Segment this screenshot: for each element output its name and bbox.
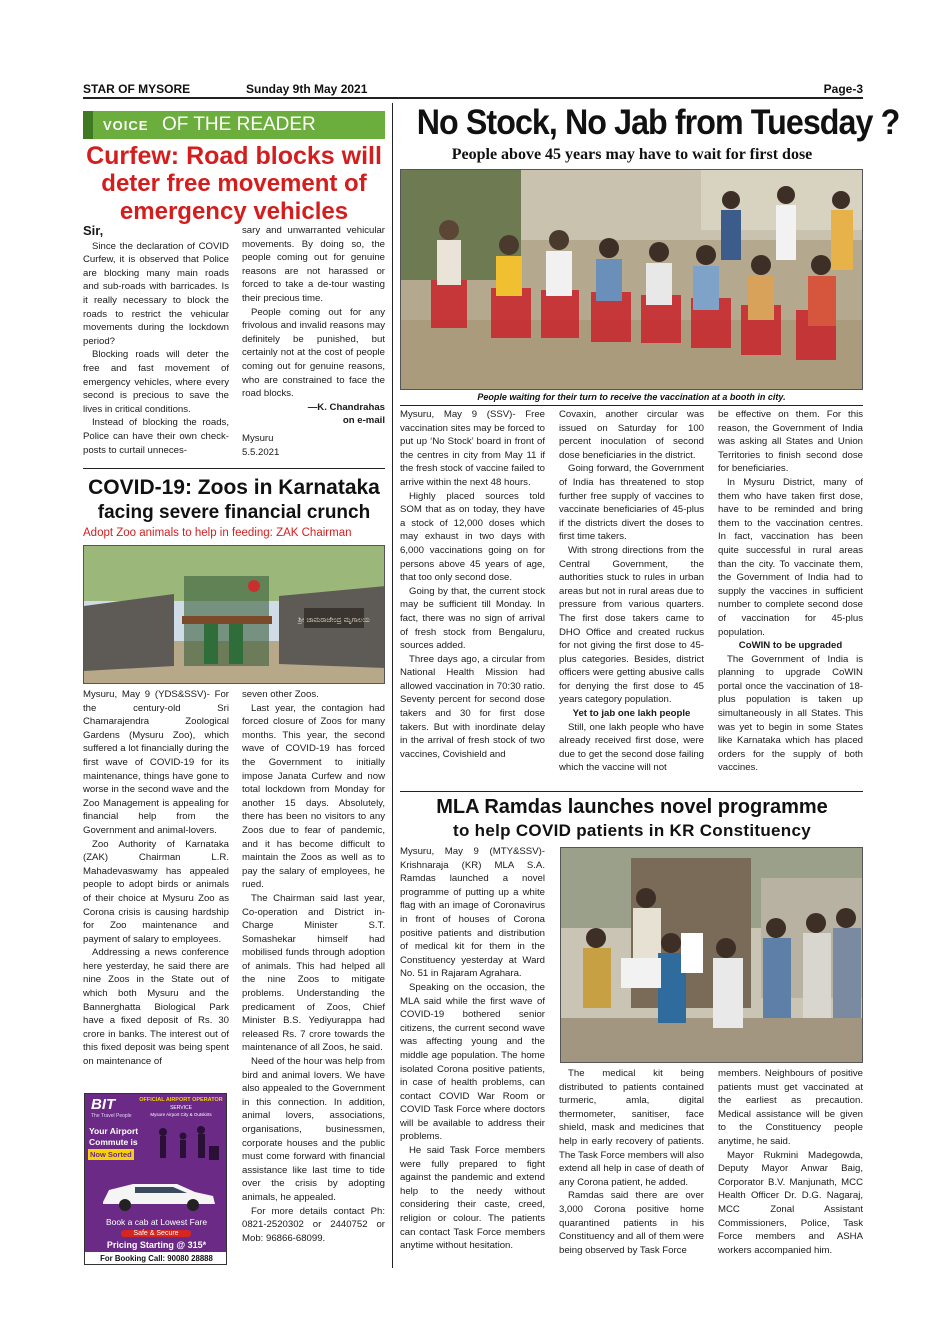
mla-column-3 [718,1067,863,1267]
zoo-headline [80,475,388,525]
voice-paragraph: Blocking roads will deter the free and fast movement of emergency vehicles, where every second is precious to save the lives in critical conditions. [83,349,229,415]
ad-booking[interactable]: For Booking Call: 90080 28888 [85,1252,227,1265]
mla-paragraph: Speaking on the occasion, the MLA said while the first wave of COVID-19 bothered senior citizens, the current second wave was affecting young and the middle age population. The home isolated Corona positive patients, in case of health problems, can contact COVID War Room or COVID Task Force where doctors will be available to address their problems. [400,981,545,1143]
voice-banner [83,111,385,139]
ad-highlight: Now Sorted [90,1150,132,1159]
vaccine-paragraph: Going by that, the current stock may be sufficient till Monday. In fact, there was no sign of arrival of fresh stock from Bengaluru, sources added. [400,585,545,652]
mla-headline-line1: MLA Ramdas launches novel programme [436,796,828,818]
masthead-rule [83,97,863,99]
voice-paragraph: Instead of blocking the roads, Police can have their own check-posts to curtail unneces- [83,417,229,456]
voice-bottom-rule [83,468,385,469]
zoo-paragraph: Addressing a news conference here yesterday, he said there are nine Zoos in the State out of which both Mysuru and the Bannerghatta Biological Park have a fixed deposit of Rs. 30 crore in banks. The interest out of this fixed deposit was being spent on maintenance of [83,947,229,1068]
ad-tagline: The Travel People [91,1113,132,1119]
vaccine-paragraph: The Government of India is planning to upgrade CoWIN portal once the vaccination of 18-plus population is taken up simultaneously in all States. This was yet to begin in some States like Karnataka which has placed orders for the supply of both vaccines. [718,653,863,774]
ad-safe: Safe & Secure [121,1230,191,1237]
voice-column-1 [83,224,229,456]
voice-headline-line3: emergency vehicles [119,198,349,225]
mla-paragraph: Mayor Rukmini Madegowda, Deputy Mayor Anwar Baig, Corporator B.V. Manjunath, MCC Health Officer Dr. D.G. Nagaraj, MCC Zonal Assistant Commissioners, Police, Task Force members and ASHA workers accompanied him. [718,1149,863,1256]
zoo-column-2 [242,688,385,1268]
zoo-paragraph: Last year, the contagion had forced closure of Zoos for many months. This year, the second wave of COVID-19 has forced the Government to initially impose Janata Curfew and now total lockdown from Monday for another 15 days. Absolutely, there has been no visitors to any Zoos due to fear of pandemic, and it has become difficult to maintain the Zoos as well as to pay the salary of employees, he rued. [242,702,385,891]
zoo-gate-sign: ಶ್ರೀ ಚಾಮರಾಜೇಂದ್ರ ಮೃಗಾಲಯ [298,616,370,624]
zoo-gate-photo [83,545,385,684]
masthead-page: Page-3 [823,82,863,96]
vaccine-photo-caption: People waiting for their turn to receive the vaccination at a booth in city. [477,392,786,402]
airport-cab-ad[interactable] [84,1093,227,1265]
vaccine-caption-rule [400,405,863,406]
voice-date: 5.5.2021 [242,446,280,458]
vaccine-column-2 [559,408,704,788]
voice-salutation: Sir, [83,224,104,238]
mla-paragraph: He said Task Force members were fully prepared to fight against the pandemic and extend help to the needy without considering their caste, creed, religion or colour. The patients can contact Task Force members anytime without hesitation. [400,1145,545,1252]
ad-travellers-silhouette-icon [143,1124,227,1180]
zoo-paragraph: For more details contact Ph: 0821-2520302 or 2440752 or Mob: 96866-68099. [242,1205,385,1244]
ad-cta: Book a cab at Lowest Fare [105,1217,208,1227]
vaccine-subhead-jab: Yet to jab one lakh people [572,708,691,720]
vaccine-bottom-rule [400,791,863,792]
voice-banner-voice: VOICE [103,118,149,133]
vaccine-headline: No Stock, No Jab from Tuesday ? [416,103,900,142]
mla-paragraph: members. Neighbours of positive patients must get vaccinated at the earliest as precaution. Medical assistance will be given to the Constituency people anytime, he said. [718,1068,863,1147]
zoo-paragraph: seven other Zoos. [242,689,319,700]
zoo-paragraph: The Chairman said last year, Co-operation and District in-Charge Minister S.T. Somashekar himself had mobilised funds through adoption of animals. This had helped all the nine Zoos to mitigate problems. Understanding the predicament of Zoos, Chief Minister B.S. Yediyurappa had released Rs. 7 crore towards the maintenance of all Zoos, he said. [242,892,385,1054]
voice-paragraph: Since the declaration of COVID Curfew, it is observed that Police are blocking many main roads and sub-roads with barricades. Is it really necessary to block the roads to restrict the vehicular movements during the lockdown period? [83,240,229,347]
ad-pricing: Pricing Starting @ 315* [106,1240,207,1250]
zoo-paragraph: Mysuru, May 9 (YDS&SSV)- For the century-old Sri Chamarajendra Zoological Gardens (Mysuru Zoo), which suffered a lot financially during the first wave of COVID-19 for its maintenance, things have gone to worse in the second wave and the Zoo Management is appealing for financial help from the Government and animal-lovers. [83,689,229,836]
zoo-paragraph: Zoo Authority of Karnataka (ZAK) Chairman L.R. Mahadevaswamy has appealed people to adopt birds or animals of their choice at Mysuru Zoo as Corona crisis is causing hardship for Zoo maintenance and payment of salary to employees. [83,838,229,945]
masthead-paper: STAR OF MYSORE [83,82,191,96]
mla-column-1 [400,845,545,1265]
mla-kit-distribution-image [561,848,863,1063]
column-divider [392,103,393,1268]
vaccine-paragraph: With strong directions from the Central Government, the authorities stuck to rules in urban areas but not in rural areas due to pressure from various quarters. The first dose takers came to DHO Office and created ruckus for not giving the first dose to 45-plus categories. Besides, district officers were getting abusive calls for denying the first dose to 45 years category population. [559,544,704,706]
zoo-paragraph: Need of the hour was help from bird and animal lovers. We have also appealed to the Government in this connection. In addition, animal lovers, associations, organisations, businessmen, corporate houses and the public must come forward with financial assistance like last time to tide over the crisis by adopting animals, he appealed. [242,1056,385,1203]
voice-place: Mysuru [242,432,274,444]
ad-service: SERVICE [170,1105,192,1111]
vaccine-paragraph: In Mysuru District, many of them who have taken first dose, have to be reminded and bring them to the vaccination centres. In fact, vaccination has been quite successful in rural areas than the city. To vaccinate them, the Government of India had to supply the vaccines in sufficient number to complete second dose of vaccination for 45-plus population. [718,476,863,638]
ad-headline-line2: Commute is [89,1137,138,1147]
vaccine-column-1 [400,408,545,788]
mla-headline-line2: to help COVID patients in KR Constituency [453,821,811,840]
voice-banner-rest: OF THE READER [162,114,316,135]
vaccine-subhead-cowin: CoWIN to be upgraded [738,640,843,652]
voice-column-2 [242,224,385,464]
vaccine-paragraph: Going forward, the Government of India has threatened to stop further free supply of vaccines to vaccinate beneficiaries of 45-plus if the districts divert the doses to first time takers. [559,463,704,543]
zoo-headline-line2: facing severe financial crunch [97,502,371,523]
vaccine-column-3 [718,408,863,788]
masthead-date: Sunday 9th May 2021 [246,82,368,96]
zoo-subhead: Adopt Zoo animals to help in feeding: ZAK Chairman [83,527,352,539]
mla-medical-kit-photo [560,847,863,1063]
vaccine-paragraph: Covaxin, another circular was issued on Saturday for 100 percent inoculation of second dose beneficiaries in the district. [559,409,704,461]
mla-headline [398,795,866,843]
voice-paragraph: People coming out for any frivolous and invalid reasons may definitely be punished, but certainly not at the cost of people coming out for genuine reasons, who are constrained to face the road blocks. [242,306,385,400]
vaccine-paragraph: Three days ago, a circular from National Health Mission had allowed vaccination in 70:30 ratio. Seventy percent for second dose takers and 30 for first dose takers. But with inordinate delay in the arrival of fresh stock of two vaccines, Covishield and [400,653,545,760]
mla-paragraph: Mysuru, May 9 (MTY&SSV)- Krishnaraja (KR) MLA S.A. Ramdas launched a novel programme of putting up a white flag with an image of Coronavirus in front of houses of Corona positive patients and distribution of medical kit for them in the Constituency yesterday at Ward No. 51 in Rajaram Agrahara. [400,846,545,980]
vaccine-paragraph: Still, one lakh people who have already received first dose, were due to get the second dose failing which the vaccine will not [559,721,704,774]
voice-banner-tab [83,111,93,139]
voice-signature-name: —K. Chandrahas [307,401,385,413]
vaccination-queue-image [401,170,863,390]
vaccine-paragraph: be effective on them. For this reason, the Government of India was asking all States and Union Territories to finish second dose for beneficiaries. [718,409,863,475]
mla-paragraph: Ramdas said there are over 3,000 Corona positive home quarantined patients in his Constituency and all of them were being observed by Task Force [559,1190,704,1256]
vaccination-queue-photo [400,169,863,390]
ad-headline-line1: Your Airport [89,1126,139,1136]
mla-column-2 [559,1067,704,1267]
vaccine-paragraph: Mysuru, May 9 (SSV)- Free vaccination sites may be forced to put up ‘No Stock’ board in front of the centres in city from May 11 if the fresh stock of vaccine failed to arrive within the next 48 hours. [400,409,545,488]
voice-signature-source: on e-mail [342,415,385,427]
ad-car-icon [95,1174,220,1214]
voice-paragraph: sary and unwarranted vehicular movements. By doing so, the people coming out for genuine reasons are not harassed or forced to take a de-tour wasting their precious time. [242,225,385,304]
zoo-column-1 [83,688,229,1088]
voice-headline [80,142,388,226]
ad-badge: OFFICIAL AIRPORT OPERATOR [139,1097,223,1103]
vaccine-paragraph: Highly placed sources told SOM that as on today, they have a stock of 12,000 doses which may exhaust in two days with 6,000 vaccinations going on for persons above 45 years of age, that too only second dose. [400,490,545,584]
zoo-gate-image [84,546,385,684]
zoo-headline-line1: COVID-19: Zoos in Karnataka [88,476,380,499]
voice-headline-line2: deter free movement of [101,170,367,197]
voice-headline-line1: Curfew: Road blocks will [86,142,382,170]
mla-paragraph: The medical kit being distributed to patients contained turmeric, amla, digital thermometer, sanitiser, face shield, mask and medicines that help in early recovery of patients. The Task Force members will also extend all help in case of death of any Corona patient, he added. [559,1068,704,1188]
ad-service-detail: Mysore Airport City & Outskirts [150,1112,212,1117]
vaccine-subhead: People above 45 years may have to wait for first dose [451,146,813,163]
ad-brand: BIT [91,1096,116,1113]
